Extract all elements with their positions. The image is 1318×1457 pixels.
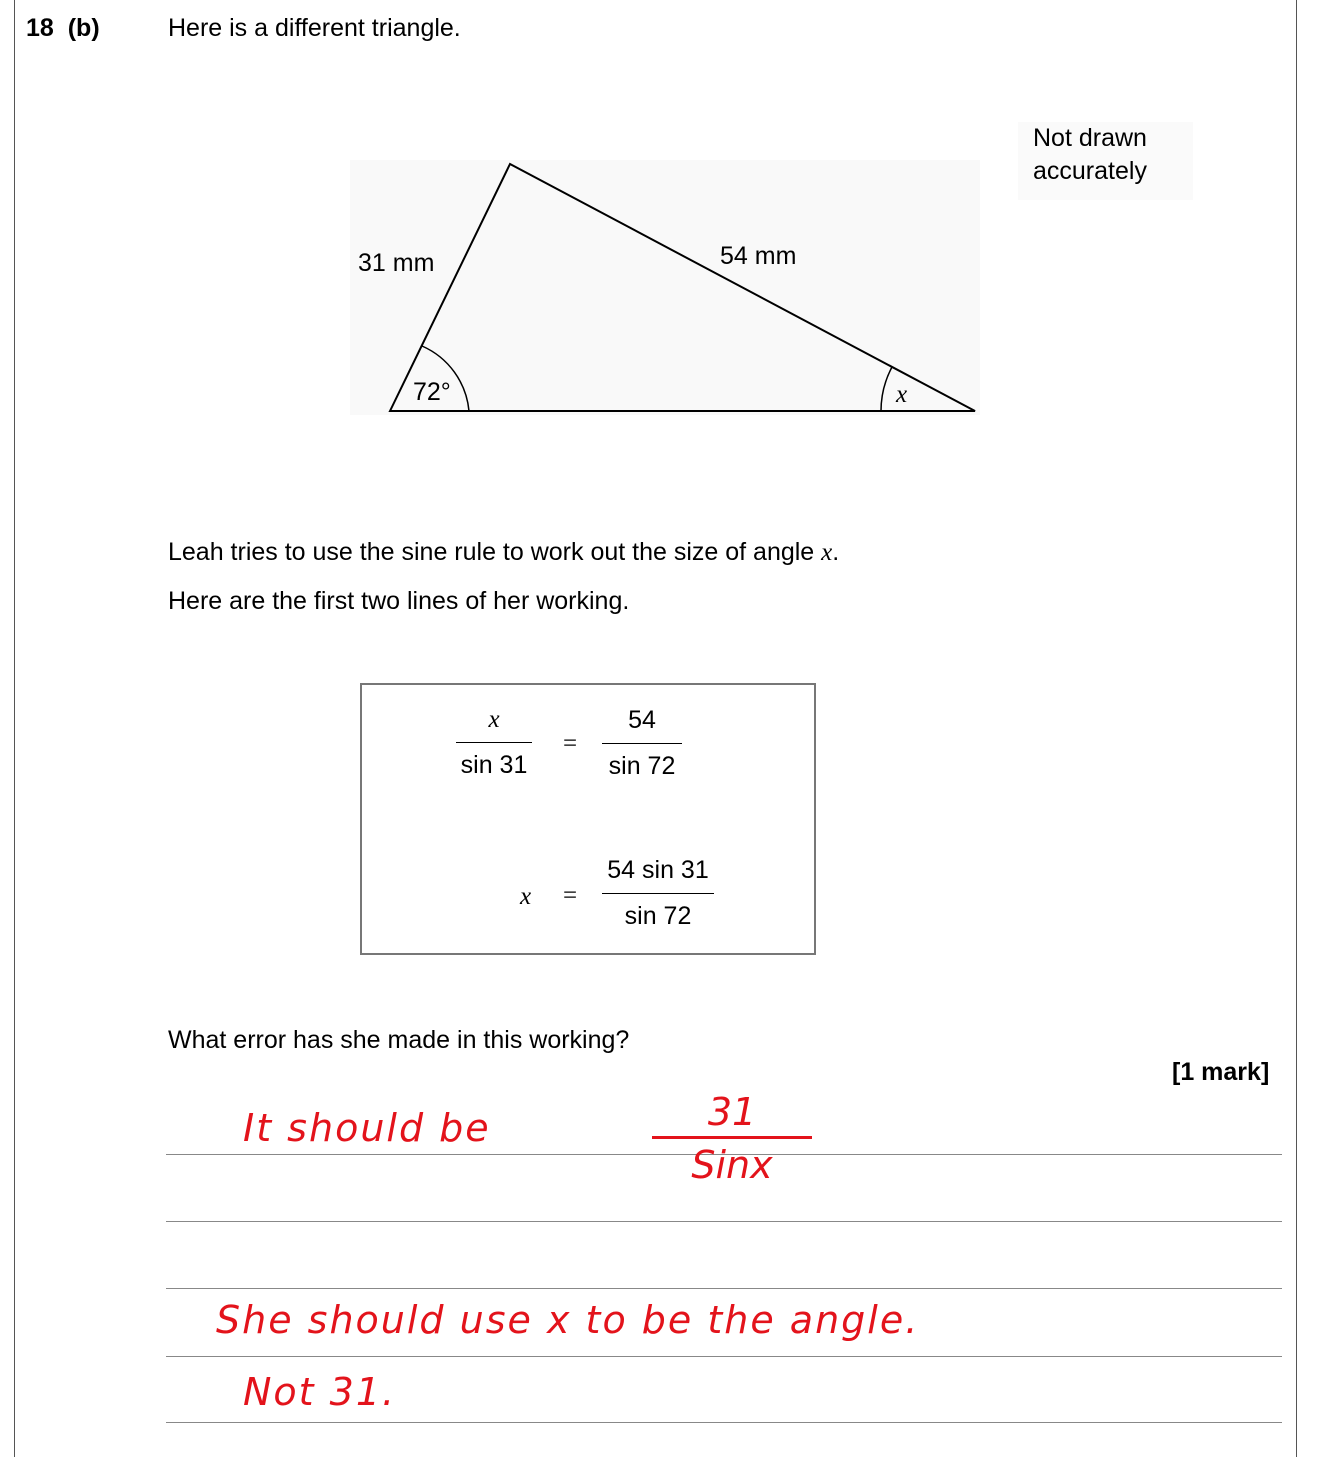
triangle-outline: [390, 164, 975, 411]
question-number: 18 (b): [26, 14, 100, 42]
equals-sign-row2: =: [563, 882, 578, 909]
fraction-54sin31-over-sin72: $\frac{54 \sin 31}{\sin 72}$: [602, 856, 714, 931]
triangle-diagram: [0, 0, 1318, 460]
equals-sign-row1: =: [563, 730, 578, 757]
angle-label-x: x: [896, 381, 908, 408]
fraction-54-over-sin72: $\frac{54}{\sin 72}$: [602, 706, 682, 781]
answer-line-3: [166, 1288, 1282, 1289]
handwritten-answer-line1: It should be: [243, 1106, 491, 1150]
question-intro: Here is a different triangle.: [168, 14, 461, 42]
handwritten-answer-line2: She should use x to be the angle.: [216, 1298, 920, 1342]
side-label-54: 54 mm: [720, 242, 797, 270]
not-drawn-accurately-note: Not drawn accurately: [1018, 122, 1193, 200]
fraction-x-over-sin31: $\frac{x}{\sin 31}$: [456, 706, 532, 780]
angle-arc-right: [881, 367, 892, 411]
answer-line-5: [166, 1422, 1282, 1423]
instruction-line-2: Here are the first two lines of her working.: [168, 587, 630, 615]
instruction-line-1: Leah tries to use the sine rule to work out the size of angle x.: [168, 538, 840, 566]
row2-x: x: [520, 883, 532, 910]
working-box: [360, 683, 816, 955]
handwritten-fraction-31-over-sinx: 31 Sinx: [652, 1090, 812, 1187]
question-prompt: What error has she made in this working?: [168, 1026, 630, 1054]
handwritten-answer-line3: Not 31.: [243, 1370, 397, 1414]
answer-line-2: [166, 1221, 1282, 1222]
answer-line-4: [166, 1356, 1282, 1357]
marks-label: [1 mark]: [1172, 1058, 1270, 1086]
side-label-31: 31 mm: [358, 249, 435, 277]
angle-label-72: 72°: [413, 378, 451, 406]
